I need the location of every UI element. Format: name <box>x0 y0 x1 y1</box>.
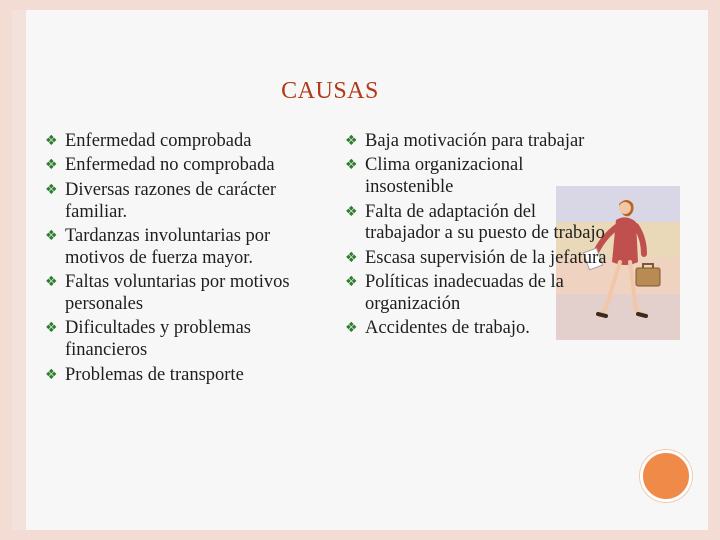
diamond-bullet-icon: ❖ <box>345 249 358 266</box>
list-item <box>345 131 615 153</box>
diamond-bullet-icon: ❖ <box>45 274 58 291</box>
causes-list-right <box>345 131 615 343</box>
list-item <box>45 226 320 270</box>
diamond-bullet-icon: ❖ <box>45 157 58 174</box>
list-item <box>345 248 615 270</box>
diamond-bullet-icon: ❖ <box>45 320 58 337</box>
list-item-text: Políticas inadecuadas de la organización <box>365 272 564 314</box>
list-item <box>345 318 615 340</box>
list-item-text: Diversas razones de carácter familiar. <box>65 179 277 222</box>
diamond-bullet-icon: ❖ <box>345 203 358 220</box>
diamond-bullet-icon: ❖ <box>45 227 58 244</box>
diamond-bullet-icon: ❖ <box>45 181 58 198</box>
slide-margin-strip <box>12 10 26 530</box>
accent-circle <box>640 450 692 502</box>
list-item-text: Dificultades y problemas financieros <box>65 318 251 361</box>
diamond-bullet-icon: ❖ <box>45 366 58 383</box>
diamond-bullet-icon: ❖ <box>345 133 358 149</box>
list-item <box>45 180 320 224</box>
list-item-text: Enfermedad comprobada <box>65 131 252 151</box>
list-item-text: Enfermedad no comprobada <box>65 155 275 176</box>
list-item-text: Problemas de transporte <box>65 364 244 385</box>
list-item <box>345 155 615 199</box>
list-item-text: Escasa supervisión de la jefatura <box>365 247 607 268</box>
list-item <box>345 202 615 246</box>
diamond-bullet-icon: ❖ <box>345 320 358 337</box>
list-item-text: Clima organizacional insostenible <box>365 155 524 198</box>
diamond-bullet-icon: ❖ <box>345 157 358 174</box>
list-item-text: Accidentes de trabajo. <box>365 318 530 339</box>
list-item <box>45 272 320 316</box>
slide-title: CAUSAS <box>281 78 379 104</box>
list-item <box>45 365 320 387</box>
causes-list-left <box>45 131 320 389</box>
list-item <box>345 272 615 316</box>
list-item <box>45 318 320 362</box>
list-item <box>45 155 320 177</box>
diamond-bullet-icon: ❖ <box>345 274 358 291</box>
list-item-text: Baja motivación para trabajar <box>365 131 585 151</box>
list-item-text: Faltas voluntarias por motivos personales <box>65 272 290 314</box>
list-item-text: Falta de adaptación del trabajador a su puesto de trabajo <box>365 201 605 244</box>
list-item <box>45 131 320 153</box>
diamond-bullet-icon: ❖ <box>45 133 58 149</box>
list-item-text: Tardanzas involuntarias por motivos de fuerza mayor. <box>65 225 271 268</box>
